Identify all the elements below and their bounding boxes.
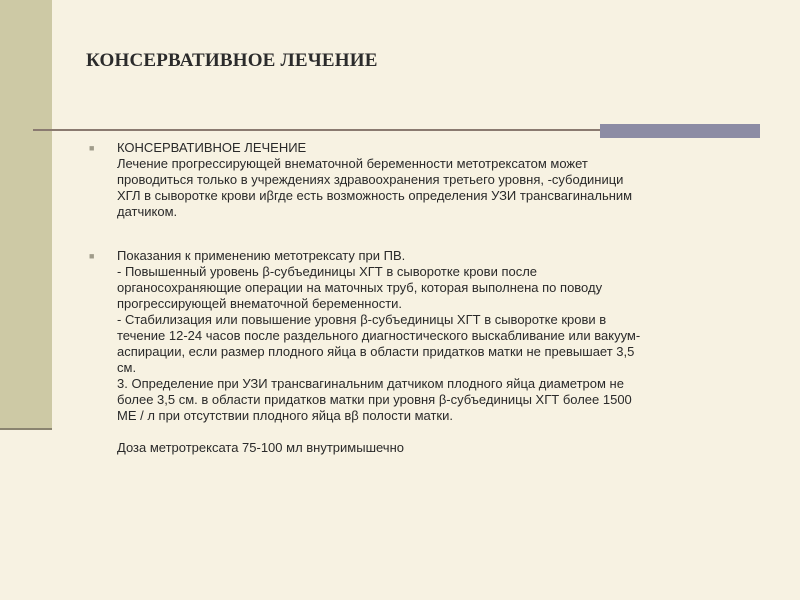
text-line: - Стабилизация или повышение уровня β-субъединицы ХГТ в сыворотке крови в [117,312,607,327]
text-line: см. [117,360,137,375]
title-divider-line [33,129,600,131]
text-line: более 3,5 см. в области придатков матки при уровня β-субъединицы ХГТ более 1500 [117,392,632,407]
text-line: прогрессирующей внематочной беременности. [117,296,403,311]
text-line: МЕ / л при отсутствии плодного яйца вβ полости матки. [117,408,453,423]
block-heading: КОНСЕРВАТИВНОЕ ЛЕЧЕНИЕ [117,140,307,155]
square-bullet-icon: ■ [89,143,95,153]
text-line: 3. Определение при УЗИ трансвагинальним датчиком плодного яйца диаметром не [117,376,624,391]
text-line: проводиться только в учреждениях здравоохранения третьего уровня, -субодиници [117,172,624,187]
square-bullet-icon: ■ [89,251,95,261]
text-line: аспирации, если размер плодного яйца в области придатков матки не превышает 3,5 [117,344,635,359]
dose-line: Доза метротрексата 75-100 мл внутримышечно [117,440,404,455]
left-decor-bar [0,0,52,430]
text-line: Показания к применению метотрексату при ПВ. [117,248,406,263]
paragraph-gap [117,424,757,440]
text-line: течение 12-24 часов после раздельного диагностического выскабливание или вакуум- [117,328,641,343]
text-line: ХГЛ в сыворотке крови иβгде есть возможность определения УЗИ трансвагинальним [117,188,633,203]
text-line: - Повышенный уровень β-субъединицы ХГТ в сыворотке крови после [117,264,538,279]
title-divider-block [600,124,760,138]
slide-title: КОНСЕРВАТИВНОЕ ЛЕЧЕНИЕ [86,50,378,71]
text-line: датчиком. [117,204,178,219]
text-line: органосохраняющие операции на маточных труб, которая выполнена по поводу [117,280,603,295]
text-line: Лечение прогрессирующей внематочной беременности метотрексатом может [117,156,588,171]
bullet-block-indications [117,248,757,456]
bullet-block-conservative [117,140,757,220]
